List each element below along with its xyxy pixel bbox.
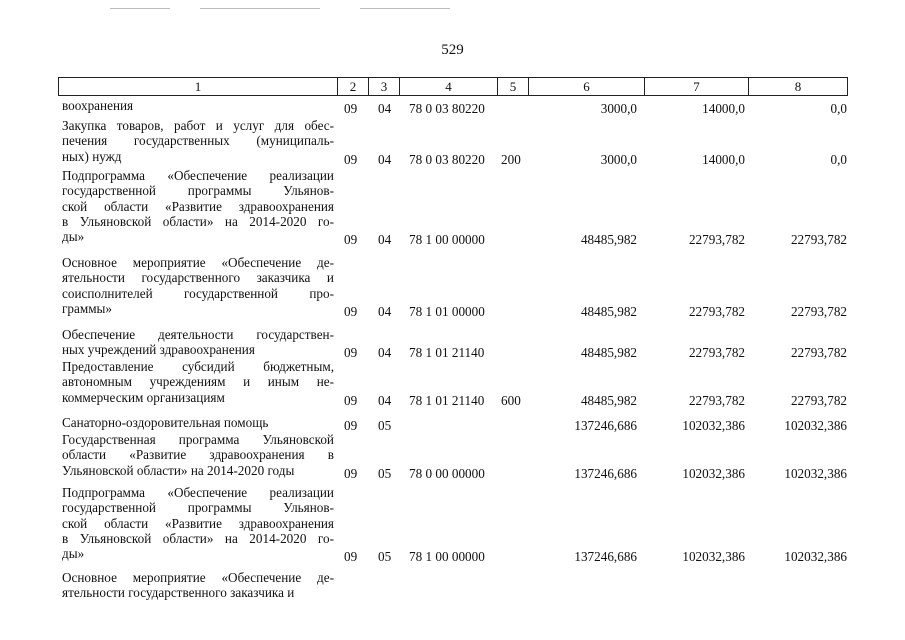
target-article: 78 0 03 80220 <box>409 101 485 116</box>
code-section: 09 <box>344 549 358 565</box>
code-subsection: 04 <box>378 303 392 319</box>
code-subsection: 04 <box>378 392 392 408</box>
description-line: государственной программы Ульянов- <box>62 183 334 199</box>
description-line: ской области «Развитие здравоохранения <box>62 515 334 531</box>
description-line: Государственная программа Ульяновской <box>62 432 334 447</box>
description-line: ской области «Развитие здравоохранения <box>62 198 334 214</box>
expense-type: 600 <box>501 392 521 408</box>
amount-col-8: 0,0 <box>830 151 847 167</box>
code-section: 09 <box>344 151 358 167</box>
code-section: 09 <box>344 392 358 408</box>
code-subsection: 05 <box>378 418 392 433</box>
description-line: печения государственных (муниципаль- <box>62 133 334 149</box>
amount-col-7: 22793,782 <box>688 392 745 408</box>
description-line: в Ульяновской области» на 2014-2020 го- <box>62 530 334 546</box>
target-article: 78 1 01 21140 <box>409 392 485 408</box>
code-subsection: 05 <box>378 549 392 565</box>
row-description <box>62 359 334 405</box>
row-description <box>62 432 334 478</box>
description-line: соисполнителей государственной про- <box>62 285 334 301</box>
expense-type: 200 <box>501 151 521 167</box>
description-line: области «Развитие здравоохранения в <box>62 447 334 463</box>
description-line: ятельности государственного заказчика и <box>62 585 295 601</box>
description-line: Основное мероприятие «Обеспечение де- <box>62 255 334 270</box>
code-subsection: 04 <box>378 101 392 116</box>
target-article: 78 1 01 21140 <box>409 345 485 361</box>
description-line: Ульяновской области» на 2014-2020 годы <box>62 462 295 478</box>
row-description <box>62 570 334 601</box>
scan-artifact <box>200 8 320 9</box>
amount-col-6: 48485,982 <box>580 345 637 361</box>
description-line: Закупка товаров, работ и услуг для обес- <box>62 118 334 133</box>
header-col-2: 2 <box>337 77 369 96</box>
row-description <box>62 415 334 430</box>
header-col-8: 8 <box>748 77 848 96</box>
description-line: в Ульяновской области» на 2014-2020 го- <box>62 213 334 229</box>
amount-col-8: 102032,386 <box>784 549 847 565</box>
amount-col-7: 14000,0 <box>702 101 745 116</box>
description-line: ных учреждений здравоохранения <box>62 342 255 358</box>
description-line: государственной программы Ульянов- <box>62 500 334 516</box>
amount-col-7: 22793,782 <box>688 345 745 361</box>
header-col-3: 3 <box>368 77 400 96</box>
code-subsection: 04 <box>378 151 392 167</box>
description-line: автономным учреждениям и иным не- <box>62 374 334 390</box>
scan-artifact <box>110 8 170 9</box>
header-col-7: 7 <box>644 77 749 96</box>
amount-col-8: 22793,782 <box>790 392 847 408</box>
row-description <box>62 168 334 244</box>
header-col-5: 5 <box>497 77 529 96</box>
amount-col-6: 137246,686 <box>574 465 637 481</box>
amount-col-8: 22793,782 <box>790 303 847 319</box>
row-description <box>62 327 334 358</box>
page-number: 529 <box>441 42 464 58</box>
description-line: Подпрограмма «Обеспечение реализации <box>62 168 334 183</box>
code-subsection: 04 <box>378 345 392 361</box>
code-section: 09 <box>344 303 358 319</box>
description-line: Основное мероприятие «Обеспечение де- <box>62 570 334 585</box>
amount-col-6: 3000,0 <box>600 101 637 116</box>
amount-col-7: 14000,0 <box>702 151 745 167</box>
amount-col-6: 48485,982 <box>580 232 637 248</box>
description-line: коммерческим организациям <box>62 389 225 405</box>
header-col-6: 6 <box>528 77 645 96</box>
amount-col-6: 48485,982 <box>580 303 637 319</box>
description-line: ды» <box>62 546 85 562</box>
description-line: воохранения <box>62 98 134 113</box>
description-line: ных) нужд <box>62 148 122 164</box>
amount-col-6: 3000,0 <box>600 151 637 167</box>
row-description <box>62 118 334 164</box>
description-line: ды» <box>62 229 85 245</box>
description-line: Обеспечение деятельности государствен- <box>62 327 334 342</box>
amount-col-7: 22793,782 <box>688 303 745 319</box>
header-col-4: 4 <box>399 77 498 96</box>
amount-col-8: 102032,386 <box>784 465 847 481</box>
amount-col-8: 0,0 <box>830 101 847 116</box>
code-section: 09 <box>344 101 358 116</box>
code-section: 09 <box>344 465 358 481</box>
target-article: 78 1 00 00000 <box>409 232 485 248</box>
amount-col-7: 102032,386 <box>682 549 745 565</box>
target-article: 78 0 00 00000 <box>409 465 485 481</box>
code-subsection: 04 <box>378 232 392 248</box>
description-line: Подпрограмма «Обеспечение реализации <box>62 485 334 500</box>
amount-col-7: 102032,386 <box>682 465 745 481</box>
amount-col-6: 48485,982 <box>580 392 637 408</box>
code-subsection: 05 <box>378 465 392 481</box>
header-col-1: 1 <box>58 77 338 96</box>
scan-artifact <box>360 8 450 9</box>
row-description <box>62 98 334 113</box>
amount-col-8: 22793,782 <box>790 232 847 248</box>
description-line: Санаторно-оздоровительная помощь <box>62 415 269 430</box>
row-description <box>62 485 334 561</box>
description-line: граммы» <box>62 300 113 316</box>
amount-col-7: 22793,782 <box>688 232 745 248</box>
amount-col-8: 22793,782 <box>790 345 847 361</box>
code-section: 09 <box>344 418 358 433</box>
amount-col-7: 102032,386 <box>682 418 745 433</box>
target-article: 78 1 00 00000 <box>409 549 485 565</box>
target-article: 78 1 01 00000 <box>409 303 485 319</box>
description-line: ятельности государственного заказчика и <box>62 270 334 286</box>
amount-col-6: 137246,686 <box>574 418 637 433</box>
code-section: 09 <box>344 232 358 248</box>
amount-col-8: 102032,386 <box>784 418 847 433</box>
amount-col-6: 137246,686 <box>574 549 637 565</box>
target-article: 78 0 03 80220 <box>409 151 485 167</box>
row-description <box>62 255 334 316</box>
code-section: 09 <box>344 345 358 361</box>
description-line: Предоставление субсидий бюджетным, <box>62 359 334 374</box>
